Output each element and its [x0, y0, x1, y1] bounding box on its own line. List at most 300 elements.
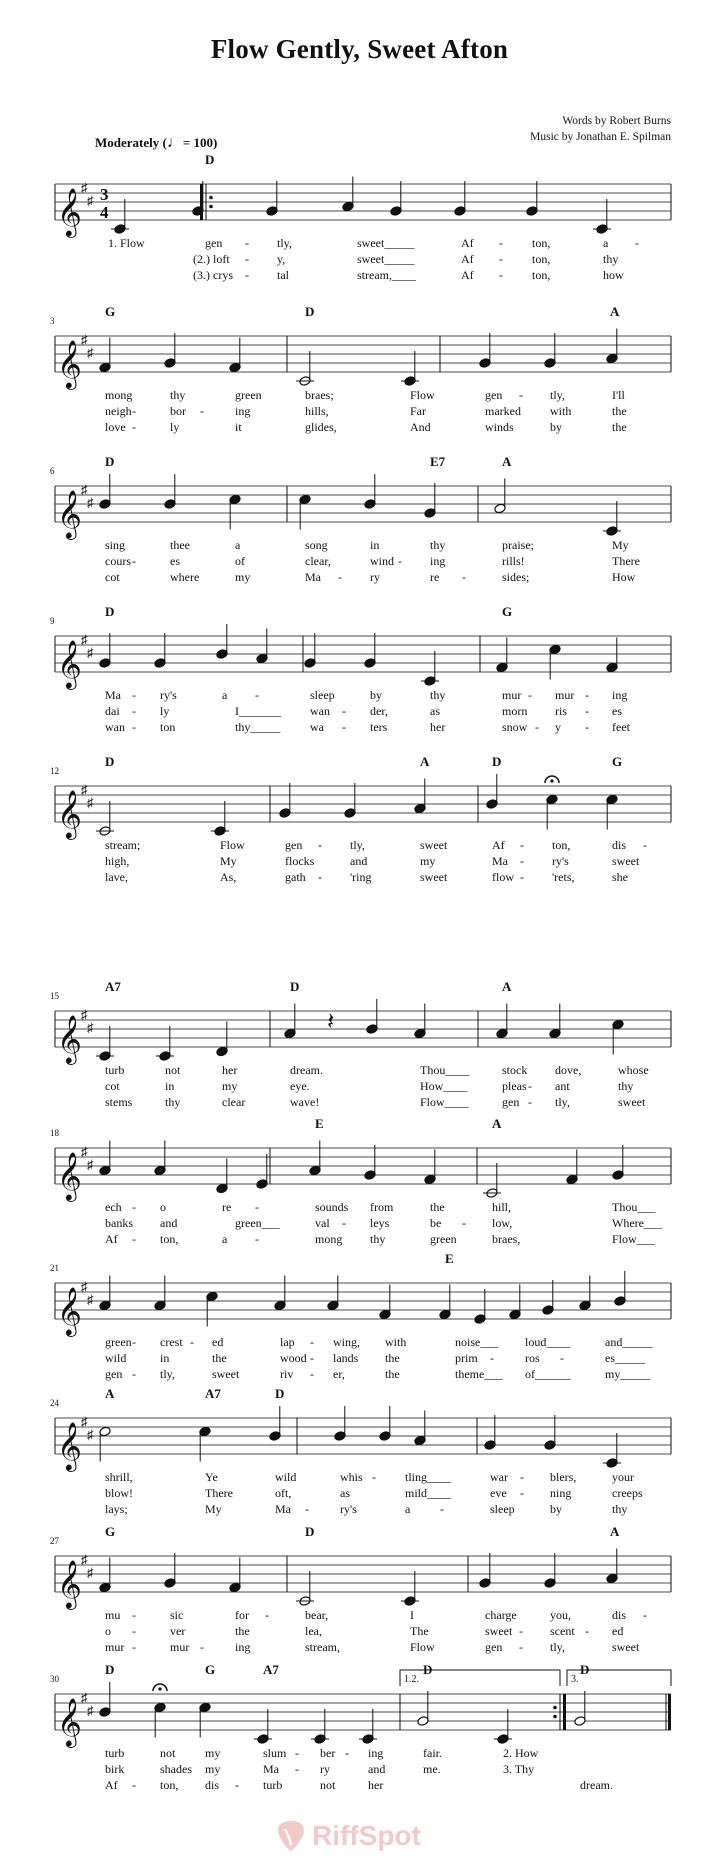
repeat-dot	[553, 1715, 557, 1719]
lyric-syllable: thy	[612, 1502, 628, 1516]
lyric-syllable: Af	[492, 838, 505, 852]
chord-symbol: G	[105, 1524, 116, 1539]
lyric-syllable: -	[585, 1624, 589, 1638]
lyric-syllable: ver	[170, 1624, 186, 1638]
lyric-syllable: green___	[235, 1216, 280, 1230]
lyric-syllable: wood	[280, 1351, 307, 1365]
lyric-syllable: -	[132, 1200, 136, 1214]
lyric-syllable: wind	[370, 554, 394, 568]
sharp-icon: ♯	[87, 495, 94, 510]
lyric-syllable: it	[235, 420, 242, 434]
lyric-syllable: sweet	[612, 1640, 640, 1654]
sharp-icon: ♯	[87, 645, 94, 660]
lyric-syllable: -	[318, 870, 322, 884]
lyric-syllable: lands	[333, 1351, 359, 1365]
lyric-syllable: sweet_____	[357, 252, 415, 266]
lyric-syllable: as	[340, 1486, 350, 1500]
tempo-text: Moderately	[95, 135, 160, 150]
lyric-syllable: o	[160, 1200, 166, 1214]
lyric-syllable: es	[612, 704, 622, 718]
lyric-syllable: -	[132, 1232, 136, 1246]
lyric-syllable: stems	[105, 1095, 133, 1109]
lyric-syllable: lap	[280, 1335, 295, 1349]
lyric-syllable: tly,	[277, 236, 292, 250]
chord-symbol: A	[610, 304, 620, 319]
quarter-rest-icon: 𝄽	[327, 1009, 335, 1035]
lyric-syllable: the	[385, 1351, 400, 1365]
lyric-syllable: Ma	[305, 570, 321, 584]
lyric-syllable: mu	[105, 1608, 121, 1622]
lyric-syllable: dream.	[290, 1063, 323, 1077]
sharp-icon: ♯	[81, 1007, 88, 1022]
lyric-syllable: -	[295, 1762, 299, 1776]
lyric-syllable: whose	[618, 1063, 649, 1077]
quarter-note-icon: ♩	[166, 134, 183, 151]
lyric-syllable: stream;	[105, 838, 141, 852]
chord-symbol: D	[305, 1524, 315, 1539]
lyric-syllable: -	[342, 720, 346, 734]
staff-system-10	[50, 1524, 671, 1654]
lyric-syllable: my	[235, 570, 251, 584]
lyric-syllable: sing	[105, 538, 126, 552]
lyric-syllable: gen	[485, 388, 503, 402]
lyric-syllable: -	[519, 388, 523, 402]
lyric-syllable: -	[310, 1367, 314, 1381]
lyric-syllable: -	[132, 420, 136, 434]
treble-clef-icon: 𝄞	[57, 342, 82, 388]
lyric-syllable: -	[200, 1640, 204, 1654]
lyric-syllable: sweet_____	[357, 236, 415, 250]
repeat-dot	[209, 205, 213, 209]
lyric-syllable: -	[255, 1200, 259, 1214]
chord-symbol: A	[105, 1386, 115, 1401]
lyric-syllable: -	[398, 554, 402, 568]
lyric-syllable: dream.	[580, 1778, 613, 1792]
lyric-syllable: you,	[550, 1608, 571, 1622]
lyric-syllable: love	[105, 420, 126, 434]
lyric-syllable: song	[305, 538, 328, 552]
sharp-icon: ♯	[81, 1552, 88, 1567]
lyric-syllable: cours	[105, 554, 131, 568]
lyric-syllable: how	[603, 268, 624, 282]
lyric-syllable: -	[490, 1351, 494, 1365]
lyric-syllable: leys	[370, 1216, 390, 1230]
lyric-syllable: Flow____	[420, 1095, 469, 1109]
lyric-syllable: -	[585, 688, 589, 702]
lyric-syllable: turb	[105, 1746, 125, 1760]
lyric-syllable: fair.	[423, 1746, 442, 1760]
treble-clef-icon: 𝄞	[57, 190, 82, 236]
lyric-syllable: where	[170, 570, 200, 584]
lyric-syllable: (2.) loft	[193, 252, 230, 266]
lyric-syllable: not	[165, 1063, 181, 1077]
lyric-syllable: -	[528, 1095, 532, 1109]
lyric-syllable: -	[520, 870, 524, 884]
lyric-syllable: -	[200, 404, 204, 418]
lyric-syllable: blers,	[550, 1470, 577, 1484]
lyric-syllable: -	[585, 704, 589, 718]
lyric-syllable: slum	[263, 1746, 287, 1760]
lyric-syllable: -	[528, 1079, 532, 1093]
sharp-icon: ♯	[87, 193, 94, 208]
lyric-syllable: snow	[502, 720, 528, 734]
lyric-syllable: sweet	[485, 1624, 513, 1638]
lyric-syllable: the	[212, 1351, 227, 1365]
lyric-syllable: hill,	[492, 1200, 512, 1214]
lyric-syllable: Flow	[410, 388, 435, 402]
lyric-syllable: ton,	[160, 1778, 179, 1792]
lyric-syllable: -	[372, 1470, 376, 1484]
lyric-syllable: -	[132, 554, 136, 568]
lyric-syllable: ris	[555, 704, 567, 718]
chord-symbol: E7	[430, 454, 446, 469]
lyric-syllable: (3.) crys	[193, 268, 233, 282]
tempo-bpm: = 100)	[182, 135, 218, 150]
lyric-syllable: tling____	[405, 1470, 452, 1484]
lyric-syllable: a	[235, 538, 241, 552]
lyric-syllable: and	[160, 1216, 178, 1230]
lyric-syllable: glides,	[305, 420, 337, 434]
lyric-syllable: low,	[492, 1216, 513, 1230]
lyric-syllable: neigh	[105, 404, 132, 418]
lyric-syllable: ning	[550, 1486, 572, 1500]
lyric-syllable: dis	[612, 838, 627, 852]
lyric-syllable: mur	[105, 1640, 125, 1654]
lyric-syllable: green	[105, 1335, 132, 1349]
treble-clef-icon: 𝄞	[57, 1424, 82, 1470]
chord-symbol: D	[205, 152, 215, 167]
lyric-syllable: Far	[410, 404, 426, 418]
lyric-syllable: re	[430, 570, 440, 584]
fermata-dot	[550, 779, 553, 782]
sharp-icon: ♯	[81, 482, 88, 497]
riffspot-logo	[276, 1819, 421, 1853]
staff-system-9	[50, 1386, 671, 1516]
lyric-syllable: wan	[105, 720, 125, 734]
lyric-syllable: ant	[555, 1079, 570, 1093]
sharp-icon: ♯	[81, 180, 88, 195]
lyric-syllable: ters	[370, 720, 388, 734]
lyric-syllable: sleep	[490, 1502, 515, 1516]
lyric-syllable: your	[612, 1470, 634, 1484]
lyric-syllable: Where___	[612, 1216, 662, 1230]
lyric-syllable: a	[405, 1502, 411, 1516]
lyric-syllable: -	[235, 1778, 239, 1792]
lyric-syllable: -	[462, 570, 466, 584]
lyric-syllable: 2. How	[503, 1746, 539, 1760]
lyric-syllable: -	[132, 1367, 136, 1381]
sharp-icon: ♯	[87, 1020, 94, 1035]
lyric-syllable: thy	[430, 688, 446, 702]
lyric-syllable: -	[190, 1335, 194, 1349]
lyric-syllable: ton	[160, 720, 176, 734]
lyric-syllable: wan	[310, 704, 330, 718]
sharp-icon: ♯	[81, 332, 88, 347]
lyric-syllable: Ma	[263, 1762, 279, 1776]
lyric-syllable: sweet	[618, 1095, 646, 1109]
lyric-syllable: ry	[320, 1762, 330, 1776]
lyric-syllable: Af	[461, 268, 474, 282]
lyric-syllable: my	[222, 1079, 238, 1093]
treble-clef-icon: 𝄞	[57, 1289, 82, 1335]
lyric-syllable: banks	[105, 1216, 133, 1230]
measure-number: 6	[50, 466, 55, 476]
chord-symbol: A	[502, 979, 512, 994]
lyric-syllable: gen	[285, 838, 303, 852]
lyric-syllable: the	[385, 1367, 400, 1381]
song-title: Flow Gently, Sweet Afton	[210, 34, 509, 64]
lyric-syllable: theme___	[455, 1367, 503, 1381]
lyric-syllable: ed	[212, 1335, 224, 1349]
lyric-syllable: Af	[461, 252, 474, 266]
treble-clef-icon: 𝄞	[57, 1017, 82, 1063]
lyric-syllable: -	[520, 838, 524, 852]
lyric-syllable: -	[132, 404, 136, 418]
lyric-syllable: -	[519, 1640, 523, 1654]
lyric-syllable: wing,	[333, 1335, 360, 1349]
chord-symbol: E	[445, 1251, 454, 1266]
lyric-syllable: -	[132, 688, 136, 702]
lyric-syllable: oft,	[275, 1486, 292, 1500]
lyric-syllable: loud____	[525, 1335, 571, 1349]
lyric-syllable: Ma	[275, 1502, 291, 1516]
lyric-syllable: sleep	[310, 688, 335, 702]
lyric-syllable: for	[235, 1608, 249, 1622]
chord-symbol: G	[105, 304, 116, 319]
lyric-syllable: mong	[105, 388, 133, 402]
chord-symbol: D	[290, 979, 300, 994]
lyric-syllable: My	[220, 854, 237, 868]
lyric-syllable: whis	[340, 1470, 363, 1484]
lyric-syllable: shrill,	[105, 1470, 133, 1484]
lyric-syllable: ly	[170, 420, 180, 434]
lyric-syllable: es	[170, 554, 180, 568]
treble-clef-icon: 𝄞	[57, 792, 82, 838]
staff-system-3	[50, 454, 671, 584]
lyric-syllable: tly,	[550, 388, 565, 402]
chord-symbol: A	[610, 1524, 620, 1539]
chord-symbol: D	[580, 1662, 590, 1677]
lyric-syllable: 'rets,	[552, 870, 575, 884]
lyric-syllable: rills!	[502, 554, 525, 568]
lyric-syllable: thy	[165, 1095, 181, 1109]
lyric-syllable: sweet	[420, 870, 448, 884]
lyric-syllable: -	[462, 1216, 466, 1230]
lyric-syllable: -	[245, 268, 249, 282]
lyric-syllable: -	[132, 1778, 136, 1792]
lyric-syllable: -	[560, 1351, 564, 1365]
measure-number: 18	[50, 1128, 59, 1138]
lyric-syllable: er,	[333, 1367, 345, 1381]
lyric-syllable: tly,	[550, 1640, 565, 1654]
lyric-syllable: she	[612, 870, 628, 884]
lyric-syllable: braes,	[492, 1232, 521, 1246]
lyric-syllable: As,	[220, 870, 237, 884]
chord-symbol: G	[205, 1662, 216, 1677]
lyric-syllable: gen	[502, 1095, 520, 1109]
chord-symbol: A	[420, 754, 430, 769]
lyric-syllable: my	[420, 854, 436, 868]
lyric-syllable: morn	[502, 704, 528, 718]
lyric-syllable: my	[205, 1746, 221, 1760]
lyric-syllable: 'ring	[350, 870, 372, 884]
chord-symbol: D	[423, 1662, 433, 1677]
lyric-syllable: a	[222, 688, 228, 702]
lyric-syllable: gen	[105, 1367, 123, 1381]
treble-clef-icon: 𝄞	[57, 1562, 82, 1608]
lyric-syllable: thy	[430, 538, 446, 552]
lyric-syllable: my	[205, 1762, 221, 1776]
lyric-syllable: Af	[461, 236, 474, 250]
lyric-syllable: not	[320, 1778, 336, 1792]
measure-number: 12	[50, 766, 59, 776]
lyric-syllable: her	[430, 720, 446, 734]
lyric-syllable: pleas	[502, 1079, 527, 1093]
lyric-syllable: -	[255, 688, 259, 702]
chord-symbol: A7	[205, 1386, 221, 1401]
chord-symbol: D	[105, 754, 115, 769]
lyric-syllable: scent	[550, 1624, 575, 1638]
lyric-syllable: -	[345, 1746, 349, 1760]
staff-system-1	[55, 152, 671, 282]
staff-system-8	[50, 1251, 671, 1381]
lyric-syllable: ros	[525, 1351, 540, 1365]
lyric-syllable: I'll	[612, 388, 625, 402]
lyric-syllable: turb	[105, 1063, 125, 1077]
lyric-syllable: How____	[420, 1079, 468, 1093]
lyric-syllable: thy	[170, 388, 186, 402]
time-signature-top: 3	[100, 185, 109, 204]
lyric-syllable: eve	[490, 1486, 507, 1500]
lyric-syllable: winds	[485, 420, 514, 434]
lyric-syllable: and_____	[605, 1335, 653, 1349]
chord-symbol: D	[105, 1662, 115, 1677]
lyric-syllable: as	[430, 704, 440, 718]
lyric-syllable: tal	[277, 268, 289, 282]
lyric-syllable: wild	[275, 1470, 297, 1484]
lyric-syllable: thy	[618, 1079, 634, 1093]
lyric-syllable: the	[430, 1200, 445, 1214]
lyric-syllable: ry	[370, 570, 380, 584]
lyric-syllable: a	[603, 236, 609, 250]
lyric-syllable: re	[222, 1200, 232, 1214]
fermata-dot	[158, 1687, 161, 1690]
lyric-syllable: thee	[170, 538, 190, 552]
lyric-syllable: -	[132, 1624, 136, 1638]
lyric-syllable: charge	[485, 1608, 517, 1622]
lyric-syllable: mur	[170, 1640, 190, 1654]
lyric-syllable: ry's	[340, 1502, 357, 1516]
lyric-syllable: sweet	[212, 1367, 240, 1381]
lyric-syllable: and	[368, 1762, 386, 1776]
lyric-syllable: bear,	[305, 1608, 329, 1622]
lyric-syllable: clear,	[305, 554, 331, 568]
lyric-syllable: -	[342, 1216, 346, 1230]
lyric-syllable: mild____	[405, 1486, 452, 1500]
measure-number: 24	[50, 1398, 59, 1408]
lyric-syllable: praise;	[502, 538, 534, 552]
lyric-syllable: the	[612, 404, 627, 418]
lyric-syllable: in	[160, 1351, 170, 1365]
lyric-syllable: by	[370, 688, 382, 702]
lyric-syllable: y	[555, 720, 561, 734]
lyric-syllable: ber	[320, 1746, 336, 1760]
lyric-syllable: ton,	[532, 236, 551, 250]
lyric-syllable: feet	[612, 720, 630, 734]
lyric-syllable: ry's	[552, 854, 569, 868]
lyric-syllable: her	[222, 1063, 238, 1077]
lyric-syllable: sic	[170, 1608, 184, 1622]
composer-credit: Music by Jonathan E. Spilman	[530, 131, 671, 143]
lyric-syllable: -	[535, 720, 539, 734]
lyric-syllable: ton,	[552, 838, 571, 852]
chord-symbol: A	[492, 1116, 502, 1131]
lyric-syllable: ry's	[160, 688, 177, 702]
lyric-syllable: Flow	[410, 1640, 435, 1654]
lyric-syllable: lays;	[105, 1502, 128, 1516]
chord-symbol: D	[305, 304, 315, 319]
lyric-syllable: There	[205, 1486, 233, 1500]
lyric-syllable: gen	[205, 236, 223, 250]
lyric-syllable: lave,	[105, 870, 128, 884]
lyric-syllable: dove,	[555, 1063, 582, 1077]
lyric-syllable: thy_____	[235, 720, 281, 734]
lyric-syllable: ing	[430, 554, 446, 568]
sharp-icon: ♯	[87, 345, 94, 360]
volta-label-second: 3.	[571, 1674, 579, 1685]
chord-symbol: E	[315, 1116, 324, 1131]
lyric-syllable: in	[165, 1079, 175, 1093]
lyric-syllable: eye.	[290, 1079, 310, 1093]
lyric-syllable: shades	[160, 1762, 192, 1776]
lyric-syllable: tly,	[160, 1367, 175, 1381]
lyric-syllable: wa	[310, 720, 324, 734]
lyric-syllable: y,	[277, 252, 286, 266]
lyric-syllable: with	[550, 404, 572, 418]
lyric-syllable: ing	[235, 404, 251, 418]
lyric-syllable: her	[368, 1778, 384, 1792]
lyric-syllable: me.	[423, 1762, 441, 1776]
chord-symbol: D	[492, 754, 502, 769]
lyric-syllable: dis	[205, 1778, 220, 1792]
lyric-syllable: riv	[280, 1367, 294, 1381]
lyric-syllable: turb	[263, 1778, 283, 1792]
lyric-syllable: blow!	[105, 1486, 133, 1500]
lyric-syllable: hills,	[305, 404, 329, 418]
lyric-syllable: -	[132, 1608, 136, 1622]
lyric-syllable: -	[305, 1502, 309, 1516]
lyric-syllable: -	[342, 704, 346, 718]
lyric-syllable: -	[132, 1640, 136, 1654]
lyric-syllable: stream,____	[357, 268, 416, 282]
lyric-syllable: And	[410, 420, 431, 434]
lyric-syllable: -	[528, 688, 532, 702]
lyric-syllable: sides;	[502, 570, 530, 584]
sharp-icon: ♯	[81, 1279, 88, 1294]
repeat-dot	[553, 1706, 557, 1710]
lyric-syllable: war	[490, 1470, 508, 1484]
lyric-syllable: Thou___	[612, 1200, 656, 1214]
sharp-icon: ♯	[81, 1144, 88, 1159]
guitar-pick-icon	[276, 1819, 306, 1853]
lyric-syllable: sounds	[315, 1200, 349, 1214]
lyric-syllable: -	[132, 720, 136, 734]
time-signature-bottom: 4	[100, 203, 109, 222]
chord-symbol: G	[502, 604, 513, 619]
lyric-syllable: prim	[455, 1351, 478, 1365]
lyric-syllable: -	[499, 236, 503, 250]
sharp-icon: ♯	[87, 1427, 94, 1442]
